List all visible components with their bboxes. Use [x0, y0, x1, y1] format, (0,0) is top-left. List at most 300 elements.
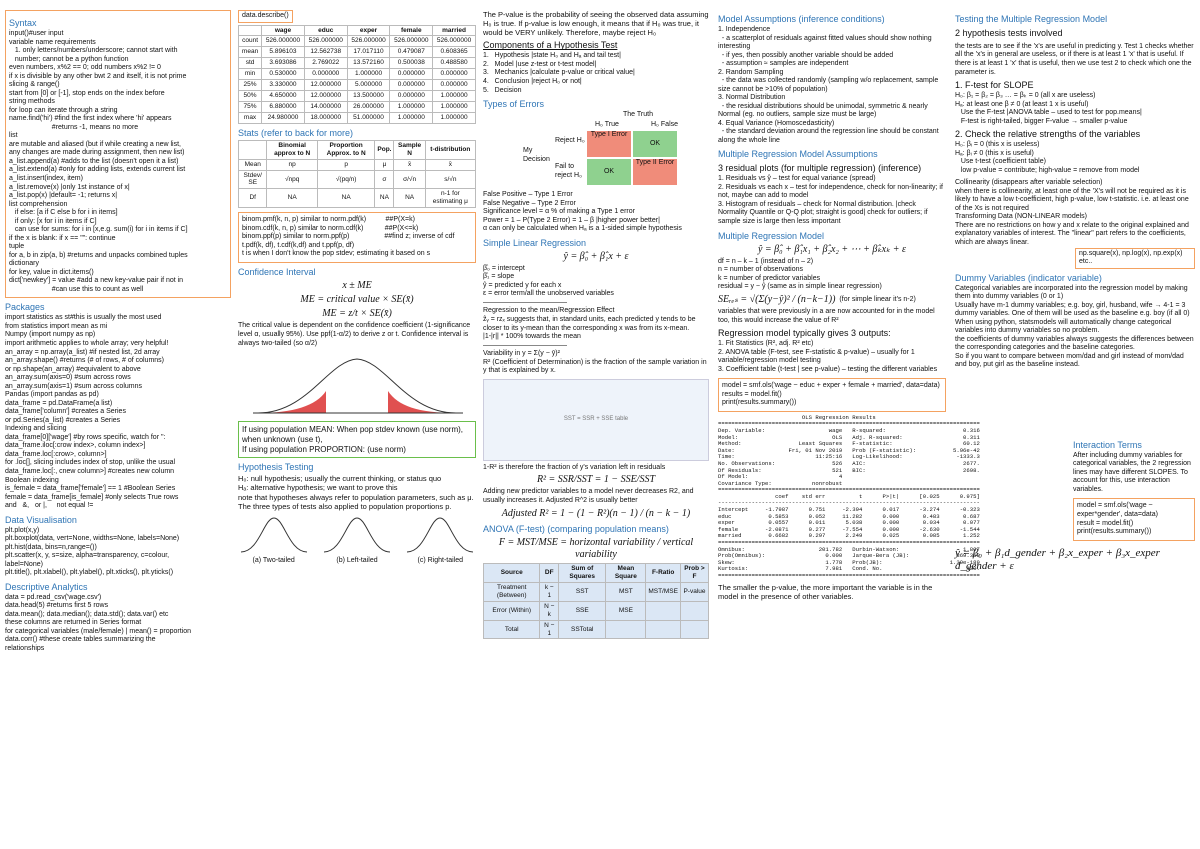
- text-line: data.mean(); data.median(); data.std(); data.var() etc: [5, 610, 169, 618]
- desc-title: Descriptive Analytics: [5, 581, 88, 592]
- text-line: t is when I don't know the pop stdev; estimating it based on s: [242, 250, 431, 258]
- text-line: if only: [x for i in items if C]: [9, 217, 97, 225]
- text-line: note that hypotheses always refer to population parameters, such as μ. The three types of tests also applied to population proportions p.: [238, 492, 476, 511]
- column-3: [483, 10, 709, 844]
- text-line: even numbers, x%2 == 0; odd numbers x%2 != 0: [9, 64, 161, 72]
- table-header-cell: [239, 140, 267, 159]
- table-cell: 1.000000: [433, 91, 476, 102]
- text-line: binom.pmf(k, n, p) similar to norm.pdf(k) ##P(X=k): [242, 216, 415, 224]
- table-cell: 6.880000: [262, 101, 305, 112]
- text-line: or pd.Series(a_list) #creates a Series: [5, 416, 121, 424]
- table-cell: 1.000000: [433, 112, 476, 123]
- text-line: low p-value = contribute; high-value = remove from model: [955, 166, 1140, 174]
- text-line: 2. Residuals vs each x – test for independence, check for non-linearity; if not, maybe can add to model: [718, 183, 945, 200]
- text-line: is_female = data_frame['female'] == 1 #Boolean Series: [5, 485, 176, 493]
- table-header-cell: [239, 25, 262, 36]
- table-header-cell: wage: [262, 25, 305, 36]
- text-line: relationships: [5, 644, 45, 652]
- text-line: Usually have m-1 dummy variables; e.g. boy, girl, husband, wife → 4-1 = 3 dummy variables. One of them will be used as the baseline e.g. boy (if all 0): [955, 301, 1190, 318]
- text-line: β̂₁ = slope: [483, 273, 515, 281]
- err-ok-cell-2: OK: [587, 159, 631, 185]
- table-cell: NA: [375, 189, 394, 208]
- text-line: number; cannot be a python function: [9, 55, 129, 63]
- text-line: |1-|r|| * 100% towards the mean: [483, 333, 581, 341]
- text-line: Power = 1 – P(Type 2 Error) = 1 – β |higher power better|: [483, 216, 660, 224]
- table-row: [239, 189, 476, 208]
- text-line: Boolean indexing: [5, 476, 59, 484]
- table-cell: np: [267, 159, 317, 170]
- table-cell: [646, 620, 681, 639]
- error-lines: [483, 191, 709, 234]
- text-line: Collinearity (disappears after variable selection): [955, 179, 1103, 187]
- text-line: dict['newkey'] = value #add a new key-value pair if not in: [9, 277, 184, 285]
- err-type1-cell: Type I Error: [587, 131, 631, 157]
- table-cell: std: [239, 58, 262, 69]
- table-cell: 0.000000: [433, 80, 476, 91]
- text-line: an_array.sum(axis=1) #sum across columns: [5, 382, 143, 390]
- text-line: data_frame.iloc[:crow index>, column index>]: [5, 442, 146, 450]
- table-cell: 12.562738: [304, 47, 347, 58]
- ci-eq-3: ME = z/t × SE(x̄): [322, 308, 392, 320]
- err-ok-cell-1: OK: [633, 131, 677, 157]
- syntax-lines: [9, 30, 227, 294]
- packages-lines: [5, 314, 231, 510]
- table-header-cell: Mean Square: [606, 564, 646, 583]
- text-line: any changes are made during assignment, then new list): [9, 149, 185, 157]
- adj-eq: Adjusted R² = 1 − (1 − R²)(n − 1) / (n − k − 1): [501, 507, 691, 519]
- hyp-lines: [238, 474, 476, 511]
- table-cell: 0.000000: [390, 69, 433, 80]
- test-text: the tests are to see if the 'x's are useful in predicting y. Test 1 checks whether all the 'x's in general are useless, or if there is at least 1 'x' that is useful. If there is at least 1 'x' that is useful, then we use test 2 to check which one the parameter is.: [955, 42, 1194, 76]
- table-cell: 18.000000: [304, 112, 347, 123]
- table-cell: Mean: [239, 159, 267, 170]
- table-header-cell: female: [390, 25, 433, 36]
- text-line: plt.scatter(x, y, s=size, alpha=transparency, c=colour,: [5, 552, 170, 560]
- table-cell: 0.000000: [433, 69, 476, 80]
- rel-title: 2. Check the relative strengths of the variables: [955, 129, 1141, 140]
- table-cell: 4.650000: [262, 91, 305, 102]
- text-line: 2. Random Sampling: [718, 68, 784, 76]
- text-line: 1. Fit Statistics (R², adj. R² etc): [718, 340, 814, 348]
- text-line: 3. Coefficient table (t-test | see p-value) – testing the different variables: [718, 365, 938, 373]
- inter-eq: ŷ = β₀ + β₁d_gender + β₂x_exper + β₃x_exper d_gender + ε: [955, 546, 1160, 572]
- ftest-title: 1. F-test for SLOPE: [955, 80, 1034, 91]
- mra-sub: 3 residual plots (for multiple regression) (inference): [718, 163, 922, 174]
- text-line: 3. Mechanics |calculate p-value or critical value|: [483, 69, 635, 77]
- text-line: Numpy (import numpy as np): [5, 331, 96, 339]
- text-line: H₀: β₁ = β₂ = β₃ … = βₖ = 0 (all x are useless): [955, 92, 1096, 100]
- text-line: string methods: [9, 98, 55, 106]
- stats-table: [238, 140, 476, 208]
- table-cell: 1.000000: [347, 69, 390, 80]
- table-cell: 0.500038: [390, 58, 433, 69]
- text-line: data.corr() #these create tables summarizing the: [5, 636, 156, 644]
- text-line: 5. Decision: [483, 86, 522, 94]
- text-line: data.head(5) #returns first 5 rows: [5, 602, 109, 610]
- text-line: for loop can iterate through a string: [9, 106, 118, 114]
- err-h0false-label: H₀ False: [651, 121, 679, 129]
- table-cell: 12.000000: [304, 91, 347, 102]
- text-line: if x is divisible by any other bwt 2 and itself, it is not prime: [9, 72, 187, 80]
- table-header-cell: t-distribution: [425, 140, 475, 159]
- text-line: ẑᵧ = rzₓ suggests that, in standard units, each predicted y tends to be closer to its y-mean than the corresponding x was from its x-mean.: [483, 316, 698, 332]
- mr-title: Multiple Regression Model: [718, 230, 825, 241]
- collinearity-lines: [955, 179, 1195, 247]
- table-cell: [606, 620, 646, 639]
- text-line: binom.ppf(p) similar to norm.ppf(p) ##find z; inverse of cdf: [242, 233, 455, 241]
- table-cell: 17.017110: [347, 47, 390, 58]
- slr-eq: ŷ = β̂₀ + β̂₁x + ε: [563, 250, 629, 262]
- tail-fig-right: [405, 514, 476, 566]
- table-cell: σ: [375, 170, 394, 189]
- table-cell: 1.000000: [390, 112, 433, 123]
- text-line: from statistics import mean as mi: [5, 322, 108, 330]
- table-cell: 1.000000: [390, 101, 433, 112]
- table-row: [239, 36, 476, 47]
- table-cell: 3.693086: [262, 58, 305, 69]
- text-line: are mutable and aliased (but if while creating a new list,: [9, 140, 181, 148]
- text-line: False Negative – Type 2 Error: [483, 199, 576, 207]
- table-row: [484, 620, 709, 639]
- text-line: plt.title(), plt.xlabel(), plt.ylabel(), plt.xticks(), plt.yticks(): [5, 569, 174, 577]
- err-reject-label: Reject H₀: [555, 137, 585, 145]
- table-cell: √(pq/n): [317, 170, 375, 189]
- table-cell: NA: [317, 189, 375, 208]
- text-line: can use for sums: for i in [x,e.g. sum(i) for i in items if C]: [9, 226, 188, 234]
- err-decision-label: My Decision: [523, 147, 550, 163]
- table-row: [239, 91, 476, 102]
- text-line: If using population MEAN: When pop stdev known (use norm), when unknown (use t),: [242, 425, 466, 444]
- tail-fig-two: [238, 514, 309, 566]
- text-line: data_frame.loc[:, cnew column>] #creates new column: [5, 467, 175, 475]
- text-line: Categorical variables are incorporated into the regression model by making them into dummy variables (0 or 1): [955, 284, 1190, 301]
- mr-lines: [718, 258, 946, 292]
- table-header-cell: Sample N: [394, 140, 425, 159]
- table-cell: MST: [606, 582, 646, 601]
- table-cell: Stdev/ SE: [239, 170, 267, 189]
- text-line: an_array.sum(axis=0) #sum across rows: [5, 374, 131, 382]
- table-cell: 25%: [239, 80, 262, 91]
- text-line: 2. Model |use z-test or t-test model|: [483, 60, 597, 68]
- text-line: binom.cdf(k, n, p) similar to norm.cdf(k) ##P(X<=k): [242, 224, 419, 232]
- text-line: 3. Normal Distribution: [718, 94, 786, 102]
- text-line: t.pdf(k, df), t.cdf(k,df) and t.ppf(p, df): [242, 241, 355, 249]
- text-line: F-test is right-tailed, bigger F-value → smaller p-value: [955, 117, 1128, 125]
- transform-text: np.square(x), np.log(x), np.exp(x) etc..: [1079, 249, 1183, 266]
- table-cell: 0.000000: [390, 80, 433, 91]
- err-type2-cell: Type II Error: [633, 159, 677, 185]
- table-cell: N − k: [540, 601, 559, 620]
- text-line: print(results.summary()): [722, 399, 797, 407]
- normal-curve-figure: [238, 351, 476, 421]
- text-line: label=None): [5, 560, 43, 568]
- text-line: a_list.insert(index, item): [9, 175, 83, 182]
- text-line: slicing & range(): [9, 81, 60, 89]
- text-line: when there is collinearity, at least one of the 'X's will not be required as it is likely to have a low t-coefficient, high p-value, low t-statistic. i.e. at least one of the Xs is not required: [955, 187, 1191, 212]
- table-row: [239, 69, 476, 80]
- test-sub: 2 hypothesis tests involved: [955, 27, 1063, 38]
- text-line: an_array = np.array(a_list) #if nested list, 2d array: [5, 348, 160, 356]
- table-cell: NA: [394, 189, 425, 208]
- table-cell: 2.769022: [304, 58, 347, 69]
- table-cell: 0.530000: [262, 69, 305, 80]
- text-line: list comprehension: [9, 200, 68, 208]
- table-cell: k − 1: [540, 582, 559, 601]
- text-line: for a, b in zip(a, b) #returns and unpacks combined tuples: [9, 251, 188, 259]
- table-header-cell: Binomial approx to N: [267, 140, 317, 159]
- text-line: 1. Independence: [718, 25, 771, 33]
- table-cell: 526.000000: [433, 36, 476, 47]
- table-header-cell: Pop.: [375, 140, 394, 159]
- text-line: - a scatterplot of residuals against fitted values should show nothing interesting: [718, 34, 934, 51]
- table-header-cell: Source: [484, 564, 540, 583]
- text-line: these columns are returned in Series format: [5, 619, 142, 627]
- text-line: the coefficients of dummy variables always suggests the differences between the corresponding categories and the baseline categories.: [955, 335, 1196, 352]
- text-line: ŷ = predicted y for each x: [483, 281, 562, 289]
- text-line: for categorical variables (male/female) | mean() = proportion: [5, 627, 192, 635]
- text-line: ————————————: [483, 341, 567, 349]
- table-cell: 526.000000: [390, 36, 433, 47]
- table-cell: Total: [484, 620, 540, 639]
- text-line: residual = y − ŷ (same as in simple linear regression): [718, 283, 882, 291]
- table-row: [239, 80, 476, 91]
- text-line: input()#user input: [9, 29, 64, 37]
- table-row: [484, 582, 709, 601]
- dummy-title: Dummy Variables (indicator variable): [955, 272, 1102, 283]
- inter-code-box: [1073, 498, 1195, 540]
- text-line: k = number of predictor variables: [718, 274, 821, 282]
- text-line: if the x is blank: if x == "": continue: [9, 234, 116, 242]
- table-cell: 5.896103: [262, 47, 305, 58]
- text-line: an_array.shape() #returns (# of rows, # of columns): [5, 357, 164, 365]
- text-line: a_list.extend(a) #only for adding lists, extends current list: [9, 166, 186, 174]
- r2-eq: R² = SSR/SST = 1 − SSE/SST: [536, 474, 656, 486]
- table-row: [239, 101, 476, 112]
- table-header-cell: DF: [540, 564, 559, 583]
- tail-cap-right: (c) Right-tailed: [417, 557, 464, 565]
- desc-lines: [5, 594, 231, 654]
- ci-eq-2: ME = critical value × SE(x̄): [300, 294, 414, 306]
- text-line: print(results.summary()): [1077, 528, 1152, 536]
- ftest-lines: [955, 92, 1195, 126]
- text-line: variable name requirements: [9, 38, 96, 46]
- table-cell: SSTotal: [559, 620, 606, 639]
- table-cell: min: [239, 69, 262, 80]
- table-cell: MST/MSE: [646, 582, 681, 601]
- text-line: Variability in y = Σ(y − ȳ)²: [483, 350, 560, 358]
- table-row: [239, 170, 476, 189]
- stats-title: Stats (refer to back for more): [238, 127, 354, 138]
- text-line: ε = error term/all the unobserved variables: [483, 290, 614, 298]
- pval-note: The smaller the p-value, the more important the variable is in the model in the presence of other variables.: [718, 582, 933, 601]
- table-cell: Error (Within): [484, 601, 540, 620]
- table-cell: 526.000000: [304, 36, 347, 47]
- table-cell: 0.479087: [390, 47, 433, 58]
- se-eq: SEᵣₑₛ = √(Σ(y−ŷ)² / (n−k−1)): [718, 293, 836, 305]
- table-cell: 0.488580: [433, 58, 476, 69]
- table-cell: 0.000000: [304, 69, 347, 80]
- text-line: - the standard deviation around the regression line should be constant along the whole line: [718, 128, 941, 144]
- table-cell: 0.608365: [433, 47, 476, 58]
- viz-lines: [5, 527, 231, 578]
- components-title: Components of a Hypothesis Test: [483, 40, 618, 51]
- table-header-cell: exper: [347, 25, 390, 36]
- table-cell: 26.000000: [347, 101, 390, 112]
- r2-line: 1-R² is therefore the fraction of y's variation left in residuals: [483, 463, 666, 471]
- table-header-row: [239, 25, 476, 36]
- se-note: (for simple linear it's n-2): [839, 295, 916, 303]
- slr-title: Simple Linear Regression: [483, 237, 587, 248]
- ci-eq-1: x ± ME: [342, 279, 372, 291]
- table-row: [239, 47, 476, 58]
- binom-box: [238, 212, 476, 263]
- errors-title: Types of Errors: [483, 99, 545, 110]
- table-cell: 526.000000: [347, 36, 390, 47]
- column-4: [718, 10, 980, 844]
- text-line: 3. Histogram of residuals – check for Normal distribution. |check Normality Quantile or Q-Q plot; straight is good| check for outliers; if sample size is large then less important: [718, 200, 930, 225]
- text-line: n = number of observations: [718, 266, 804, 274]
- table-header-cell: married: [433, 25, 476, 36]
- text-line: data_frame = pd.DataFrame(a list): [5, 399, 113, 407]
- table-cell: SST: [559, 582, 606, 601]
- text-line: If using population PROPORTION: (use norm): [242, 444, 406, 454]
- outputs-title: Regression model typically gives 3 outputs:: [718, 328, 891, 339]
- text-line: a_list.append(a) #adds to the list (doesn't open it a list): [9, 157, 179, 165]
- text-line: plt.hist(data, bins=n,range=()): [5, 543, 97, 551]
- table-cell: √npq: [267, 170, 317, 189]
- text-line: plt.boxplot(data, vert=None, widths=None, labels=None): [5, 535, 180, 543]
- text-line: import statistics as st#this is usually the most used: [5, 314, 162, 322]
- text-line: 1. only letters/numbers/underscore; cannot start with: [9, 47, 178, 55]
- text-line: H₀: null hypothesis; usually the current thinking, or status quo: [238, 474, 442, 484]
- text-line: There are no restrictions on how y and x relate to the original explained and explanatory variables of interest. The "linear" part refers to the coefficients, which are always linear.: [955, 221, 1191, 246]
- table-row: [239, 112, 476, 123]
- tail-fig-left: [321, 514, 392, 566]
- viz-title: Data Visualisation: [5, 514, 77, 525]
- tail-cap-left: (b) Left-tailed: [336, 557, 378, 565]
- table-cell: x̄: [425, 159, 475, 170]
- anova-title: ANOVA (F-test) (comparing population means): [483, 523, 669, 534]
- text-line: Pandas (import pandas as pd): [5, 391, 99, 399]
- text-line: import arithmetic applies to whole array; very helpful!: [5, 340, 169, 347]
- text-line: df = n – k – 1 (instead of n – 2): [718, 257, 814, 265]
- text-line: R² (Coefficient of Determination) is the fraction of the sample variation in y that is explained by x.: [483, 358, 709, 375]
- table-header-cell: F-Ratio: [646, 564, 681, 583]
- anova-eq: F = MST/MSE = horizontal variability / vertical variability: [498, 536, 694, 560]
- text-line: ————————————: [483, 298, 567, 306]
- syntax-box: [5, 10, 231, 298]
- text-line: model = smf.ols('wage ~ exper*gender', data=data): [1077, 502, 1158, 518]
- describe-label: data.describe(): [242, 12, 289, 19]
- table-header-cell: Proportion Approx. to N: [317, 140, 375, 159]
- table-cell: p: [317, 159, 375, 170]
- text-line: #returns -1, means no more: [9, 123, 139, 131]
- text-line: α can only be calculated when Hₐ is a 1-sided simple hypothesis: [483, 225, 682, 233]
- text-line: for .loc[], slicing includes index of stop, unlike the usual: [5, 459, 176, 467]
- table-cell: MSE: [606, 601, 646, 620]
- table-cell: 12.000000: [304, 80, 347, 91]
- tail-figures: [238, 514, 476, 566]
- text-line: Significance level = α % of making a Type 1 error: [483, 208, 635, 216]
- table-header-cell: Prob > F: [680, 564, 708, 583]
- mra-title: Multiple Regression Model Assumptions: [718, 149, 878, 160]
- column-2: [238, 10, 476, 844]
- text-line: tuple: [9, 243, 25, 251]
- table-cell: N − 1: [540, 620, 559, 639]
- hyp-title: Hypothesis Testing: [238, 462, 314, 473]
- describe-table: [238, 25, 476, 124]
- text-line: dictionary: [9, 260, 39, 268]
- assump-title: Model Assumptions (inference conditions): [718, 14, 885, 24]
- text-line: data_frame['column'] #creates a Series: [5, 408, 126, 416]
- table-cell: 13.572160: [347, 58, 390, 69]
- adj-text: Adding new predictor variables to a model never decreases R2, and usually increases it. Adjusted R^2 is usually better: [483, 488, 694, 504]
- text-line: 4. Equal Variance (Homoscedasticity): [718, 119, 835, 127]
- text-line: data = pd.read_csv('wage.csv'): [5, 593, 102, 601]
- text-line: #can use this to count as well: [9, 285, 144, 293]
- text-line: False Positive – Type 1 Error: [483, 191, 573, 199]
- text-line: for key, value in dict.items(): [9, 268, 94, 276]
- table-cell: count: [239, 36, 262, 47]
- text-line: - the data was collected randomly (sampling w/o replacement, sample size cannot be >10% of population): [718, 77, 941, 93]
- table-cell: Treatment (Between): [484, 582, 540, 601]
- text-line: female = data_frame[is_female] #only selects True rows: [5, 493, 179, 501]
- slr-lines: [483, 265, 709, 376]
- text-line: or np.shape(an_array) #equivalent to above: [5, 365, 141, 373]
- table-header-cell: educ: [304, 25, 347, 36]
- err-h0true-label: H₀ True: [595, 121, 619, 129]
- table-cell: σ/√n: [394, 170, 425, 189]
- text-line: a_list.remove(x) |only 1st instance of x|: [9, 183, 130, 191]
- text-line: data_frame[0]['wage'] #by rows specific, watch for '':: [5, 433, 166, 441]
- table-cell: 526.000000: [262, 36, 305, 47]
- error-grid: [483, 111, 709, 191]
- text-line: 2. ANOVA table (F-test, see F-statistic & p-value) – usually for 1 variable/regression model testing: [718, 348, 917, 365]
- text-line: a_list.pop(x) |default= -1; returns x|: [9, 192, 118, 200]
- table-cell: μ: [375, 159, 394, 170]
- text-line: Hₐ: alternative hypothesis; we want to prove this: [238, 483, 398, 493]
- text-line: if else: [a if C else b for i in items]: [9, 209, 118, 217]
- text-line: Hₐ: βᵢ ≠ 0 (this x is useful): [955, 149, 1034, 157]
- text-line: Use the F-test |ANOVA table – used to test for pop.means|: [955, 109, 1142, 117]
- table-cell: max: [239, 112, 262, 123]
- table-cell: P-value: [680, 582, 708, 601]
- column-5: [955, 10, 1195, 844]
- text-line: result = model.fit(): [1077, 519, 1134, 527]
- packages-title: Packages: [5, 302, 45, 313]
- text-line: name.find('hi') #find the first index where 'hi' appears: [9, 115, 172, 123]
- text-line: Indexing and slicing: [5, 425, 67, 433]
- text-line: 1. Hypothesis |state H₀ and Hₐ and tail test|: [483, 52, 621, 60]
- text-line: Use t-test (coefficient table): [955, 158, 1046, 166]
- table-cell: Df: [239, 189, 267, 208]
- table-row: [239, 159, 476, 170]
- ols-output: OLS Regression Results ============================================================================== Dep. Variable: wage R-squared: 0.316 Model: OLS Adj. R-squared: 0.311 Method: Least Squares F-statistic: 60.12 Date: Fri, 01 Nov 2019 Prob (F-statistic): 5.96e-42 Time: 11:25:16 Log-Likelihood: -1333.3 No. Observations: 526 AIC: 2677. Df Residuals: 521 BIC: 2698. Df Model: 4 Covariance Type: nonrobust ============================================================================== coef std err t P>|t| [0.025 0.975] ------------------------------------------------------------------------------ Intercept -1.7987 0.751 -2.394 0.017 -3.274 -0.323 educ 0.5853 0.052 11.282 0.000 0.483 0.687 exper 0.0557 0.011 5.038 0.000 0.034 0.077 female -2.0871 0.277 -7.554 0.000 -2.630 -1.544 married 0.6682 0.297 2.249 0.025 0.085 1.252 ============================================================================== Omnibus: 201.782 Durbin-Watson: 1.807 Prob(Omnibus): 0.000 Jarque-Bera (JB): 869.358 Skew: 1.778 Prob(JB): 1.39e-189 Kurtosis: 7.981 Cond. No. 130. ==============================================================================: [718, 413, 980, 579]
- table-cell: 24.980000: [262, 112, 305, 123]
- mr-eq: ŷ = β̂₀ + β̂₁x₁ + β̂₂x₂ + ⋯ + β̂ₖxₖ + ε: [757, 243, 906, 255]
- ci-text: The critical value is dependent on the confidence coefficient (1-significance level α, usually 95%). Use ppf(1-α/2) to derive z or t. Confidence interval is always two-tailed (so α/2): [238, 322, 471, 347]
- components-list: [483, 52, 709, 95]
- table-header-cell: Sum of Squares: [559, 564, 606, 583]
- se-row: [718, 292, 946, 308]
- pval-text: The P-value is the probability of seeing the observed data assuming H₀ is true. If p-value is low enough, it means that if H₀ was true, it would be VERY unlikely. Therefore, maybe reject H₀: [483, 10, 709, 38]
- table-cell: n-1 for estimating μ: [425, 189, 475, 208]
- describe-box: [238, 10, 293, 23]
- syntax-title: Syntax: [9, 18, 37, 28]
- text-line: Transforming Data (NON-LINEAR models): [955, 213, 1087, 221]
- inter-text: After including dummy variables for categorical variables, the 2 regression lines may have different SLOPES. To account for this, use interaction variables.: [1073, 451, 1191, 493]
- table-cell: 51.000000: [347, 112, 390, 123]
